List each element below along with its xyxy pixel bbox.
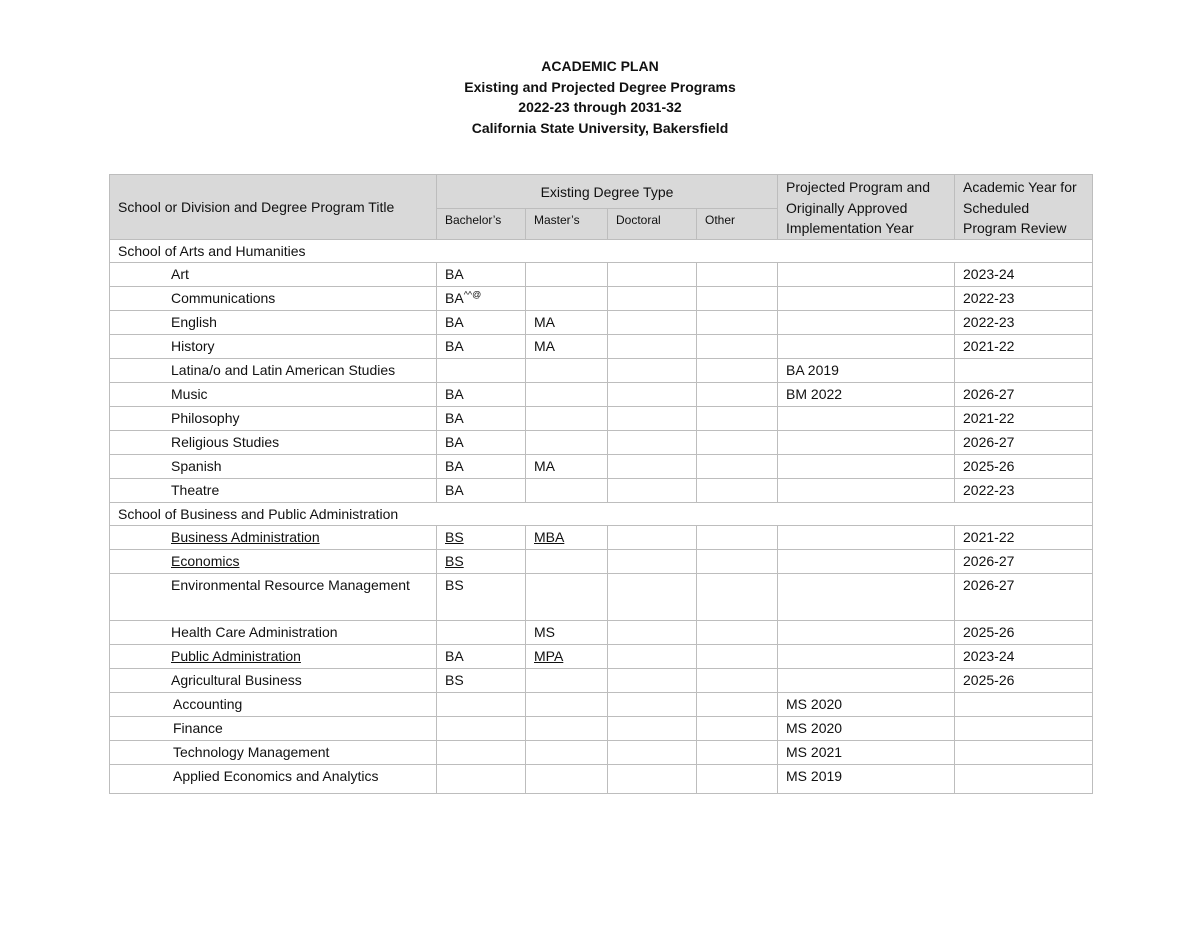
masters-cell (526, 717, 608, 741)
review-cell: 2023-24 (955, 263, 1093, 287)
other-cell (697, 693, 778, 717)
academic-plan-table (109, 174, 1093, 794)
other-cell (697, 263, 778, 287)
other-cell (697, 574, 778, 621)
other-cell (697, 550, 778, 574)
table-row (110, 455, 1093, 479)
doctoral-cell (608, 693, 697, 717)
bachelors-cell (437, 550, 526, 574)
projected-cell: MS 2021 (778, 741, 955, 765)
doctoral-cell (608, 287, 697, 311)
bachelors-cell (437, 741, 526, 765)
review-cell: 2025-26 (955, 621, 1093, 645)
review-cell: 2026-27 (955, 550, 1093, 574)
bachelors-cell (437, 287, 526, 311)
bachelors-cell (437, 693, 526, 717)
review-cell: 2025-26 (955, 669, 1093, 693)
table-row (110, 526, 1093, 550)
column-header-title: School or Division and Degree Program Title (110, 175, 437, 240)
bachelors-cell: BS (437, 669, 526, 693)
table-row (110, 479, 1093, 503)
doctoral-cell (608, 383, 697, 407)
masters-cell: MA (526, 335, 608, 359)
masters-cell: MS (526, 621, 608, 645)
masters-cell (526, 526, 608, 550)
bachelors-cell: BA (437, 311, 526, 335)
doctoral-cell (608, 526, 697, 550)
column-header-masters: Master’s (526, 209, 608, 240)
table-row (110, 550, 1093, 574)
other-cell (697, 311, 778, 335)
masters-cell (526, 263, 608, 287)
program-title: Applied Economics and Analytics (110, 765, 437, 794)
review-cell: 2025-26 (955, 455, 1093, 479)
projected-cell (778, 287, 955, 311)
masters-cell (526, 431, 608, 455)
doctoral-cell (608, 311, 697, 335)
masters-cell (526, 669, 608, 693)
program-title (110, 526, 437, 550)
table-row (110, 431, 1093, 455)
review-cell: 2021-22 (955, 407, 1093, 431)
bachelors-cell: BA (437, 335, 526, 359)
other-cell (697, 669, 778, 693)
review-cell: 2026-27 (955, 431, 1093, 455)
program-title: English (110, 311, 437, 335)
other-cell (697, 383, 778, 407)
program-title: Agricultural Business (110, 669, 437, 693)
program-title: Art (110, 263, 437, 287)
bachelors-cell (437, 765, 526, 794)
column-header-doctoral: Doctoral (608, 209, 697, 240)
column-header-bachelors: Bachelor’s (437, 209, 526, 240)
other-cell (697, 765, 778, 794)
table-row (110, 693, 1093, 717)
doctoral-cell (608, 407, 697, 431)
review-cell (955, 693, 1093, 717)
masters-link[interactable]: MBA (534, 529, 565, 545)
masters-cell (526, 693, 608, 717)
projected-cell (778, 550, 955, 574)
doctoral-cell (608, 765, 697, 794)
masters-cell (526, 765, 608, 794)
projected-cell (778, 621, 955, 645)
bachelors-cell: BA (437, 479, 526, 503)
header-title: ACADEMIC PLAN (541, 58, 659, 74)
review-cell: 2021-22 (955, 526, 1093, 550)
table-row (110, 287, 1093, 311)
projected-cell (778, 431, 955, 455)
projected-cell: MS 2020 (778, 717, 955, 741)
table-row (110, 741, 1093, 765)
table-row (110, 621, 1093, 645)
projected-cell (778, 311, 955, 335)
projected-cell (778, 479, 955, 503)
program-title: Accounting (110, 693, 437, 717)
other-cell (697, 431, 778, 455)
program-title (110, 550, 437, 574)
program-title: Communications (110, 287, 437, 311)
program-title-link[interactable]: Business Administration (171, 529, 320, 545)
section-row (110, 503, 1093, 526)
table-row (110, 335, 1093, 359)
other-cell (697, 287, 778, 311)
other-cell (697, 621, 778, 645)
review-cell: 2022-23 (955, 287, 1093, 311)
program-title: Spanish (110, 455, 437, 479)
program-title: Religious Studies (110, 431, 437, 455)
doctoral-cell (608, 741, 697, 765)
other-cell (697, 717, 778, 741)
projected-cell: MS 2019 (778, 765, 955, 794)
other-cell (697, 645, 778, 669)
bachelors-cell: BA (437, 407, 526, 431)
projected-cell: BA 2019 (778, 359, 955, 383)
bachelors-cell: BA (437, 383, 526, 407)
doctoral-cell (608, 431, 697, 455)
column-header-existing-degree-type: Existing Degree Type (437, 175, 778, 209)
bachelors-cell: BA (437, 645, 526, 669)
review-cell (955, 765, 1093, 794)
bachelors-cell: BA (437, 455, 526, 479)
doctoral-cell (608, 455, 697, 479)
doctoral-cell (608, 550, 697, 574)
doctoral-cell (608, 263, 697, 287)
program-title: Latina/o and Latin American Studies (110, 359, 437, 383)
masters-cell (526, 359, 608, 383)
program-title: History (110, 335, 437, 359)
other-cell (697, 455, 778, 479)
doctoral-cell (608, 359, 697, 383)
masters-cell: MA (526, 455, 608, 479)
bachelors-cell: BS (437, 574, 526, 621)
program-title: Environmental Resource Management (110, 574, 437, 621)
projected-cell (778, 526, 955, 550)
header-university: California State University, Bakersfield (471, 119, 729, 136)
masters-cell (526, 574, 608, 621)
table-row (110, 574, 1093, 621)
review-cell: 2023-24 (955, 645, 1093, 669)
bachelors-value: BA (445, 290, 464, 306)
bachelors-footnote-mark: ^^@ (463, 289, 482, 300)
program-title: Theatre (110, 479, 437, 503)
doctoral-cell (608, 621, 697, 645)
bachelors-cell (437, 359, 526, 383)
projected-cell: MS 2020 (778, 693, 955, 717)
program-title (110, 645, 437, 669)
header-year-range: 2022-23 through 2031-32 (518, 99, 682, 115)
bachelors-link[interactable]: BS (445, 529, 464, 545)
doctoral-cell (608, 669, 697, 693)
bachelors-cell: BA (437, 263, 526, 287)
doctoral-cell (608, 335, 697, 359)
masters-cell (526, 645, 608, 669)
program-title-link[interactable]: Public Administration (171, 648, 301, 664)
program-title: Music (110, 383, 437, 407)
review-cell: 2022-23 (955, 311, 1093, 335)
masters-cell (526, 741, 608, 765)
projected-cell (778, 335, 955, 359)
column-header-projected: Projected Program and Originally Approved Implementation Year (778, 175, 955, 240)
table-row (110, 669, 1093, 693)
table-row (110, 311, 1093, 335)
bachelors-cell (437, 717, 526, 741)
masters-cell (526, 479, 608, 503)
bachelors-cell (437, 621, 526, 645)
section-row (110, 240, 1093, 263)
projected-cell (778, 645, 955, 669)
document-header (0, 56, 1200, 138)
section-title: School of Arts and Humanities (110, 240, 1093, 263)
bachelors-link[interactable]: BS (445, 553, 464, 569)
other-cell (697, 741, 778, 765)
masters-link[interactable]: MPA (534, 648, 564, 664)
masters-cell (526, 383, 608, 407)
bachelors-cell (437, 526, 526, 550)
table-row (110, 263, 1093, 287)
review-cell: 2021-22 (955, 335, 1093, 359)
table-row (110, 645, 1093, 669)
review-cell (955, 717, 1093, 741)
section-title: School of Business and Public Administration (110, 503, 1093, 526)
table-row (110, 765, 1093, 794)
masters-cell (526, 287, 608, 311)
review-cell: 2026-27 (955, 574, 1093, 621)
projected-cell (778, 263, 955, 287)
doctoral-cell (608, 717, 697, 741)
column-header-review: Academic Year for Scheduled Program Review (955, 175, 1093, 240)
program-title-link[interactable]: Economics (171, 553, 240, 569)
program-title: Technology Management (110, 741, 437, 765)
review-cell (955, 359, 1093, 383)
projected-cell (778, 669, 955, 693)
table-row (110, 407, 1093, 431)
column-header-other: Other (697, 209, 778, 240)
review-cell (955, 741, 1093, 765)
table-row (110, 717, 1093, 741)
masters-cell (526, 407, 608, 431)
review-cell: 2022-23 (955, 479, 1093, 503)
projected-cell: BM 2022 (778, 383, 955, 407)
table-row (110, 383, 1093, 407)
doctoral-cell (608, 479, 697, 503)
program-title: Finance (110, 717, 437, 741)
header-subtitle: Existing and Projected Degree Programs (464, 78, 736, 95)
projected-cell (778, 574, 955, 621)
program-title: Philosophy (110, 407, 437, 431)
other-cell (697, 526, 778, 550)
other-cell (697, 359, 778, 383)
program-title: Health Care Administration (110, 621, 437, 645)
masters-cell: MA (526, 311, 608, 335)
other-cell (697, 407, 778, 431)
other-cell (697, 479, 778, 503)
projected-cell (778, 407, 955, 431)
other-cell (697, 335, 778, 359)
doctoral-cell (608, 574, 697, 621)
bachelors-cell: BA (437, 431, 526, 455)
table-row (110, 359, 1093, 383)
doctoral-cell (608, 645, 697, 669)
review-cell: 2026-27 (955, 383, 1093, 407)
masters-cell (526, 550, 608, 574)
projected-cell (778, 455, 955, 479)
